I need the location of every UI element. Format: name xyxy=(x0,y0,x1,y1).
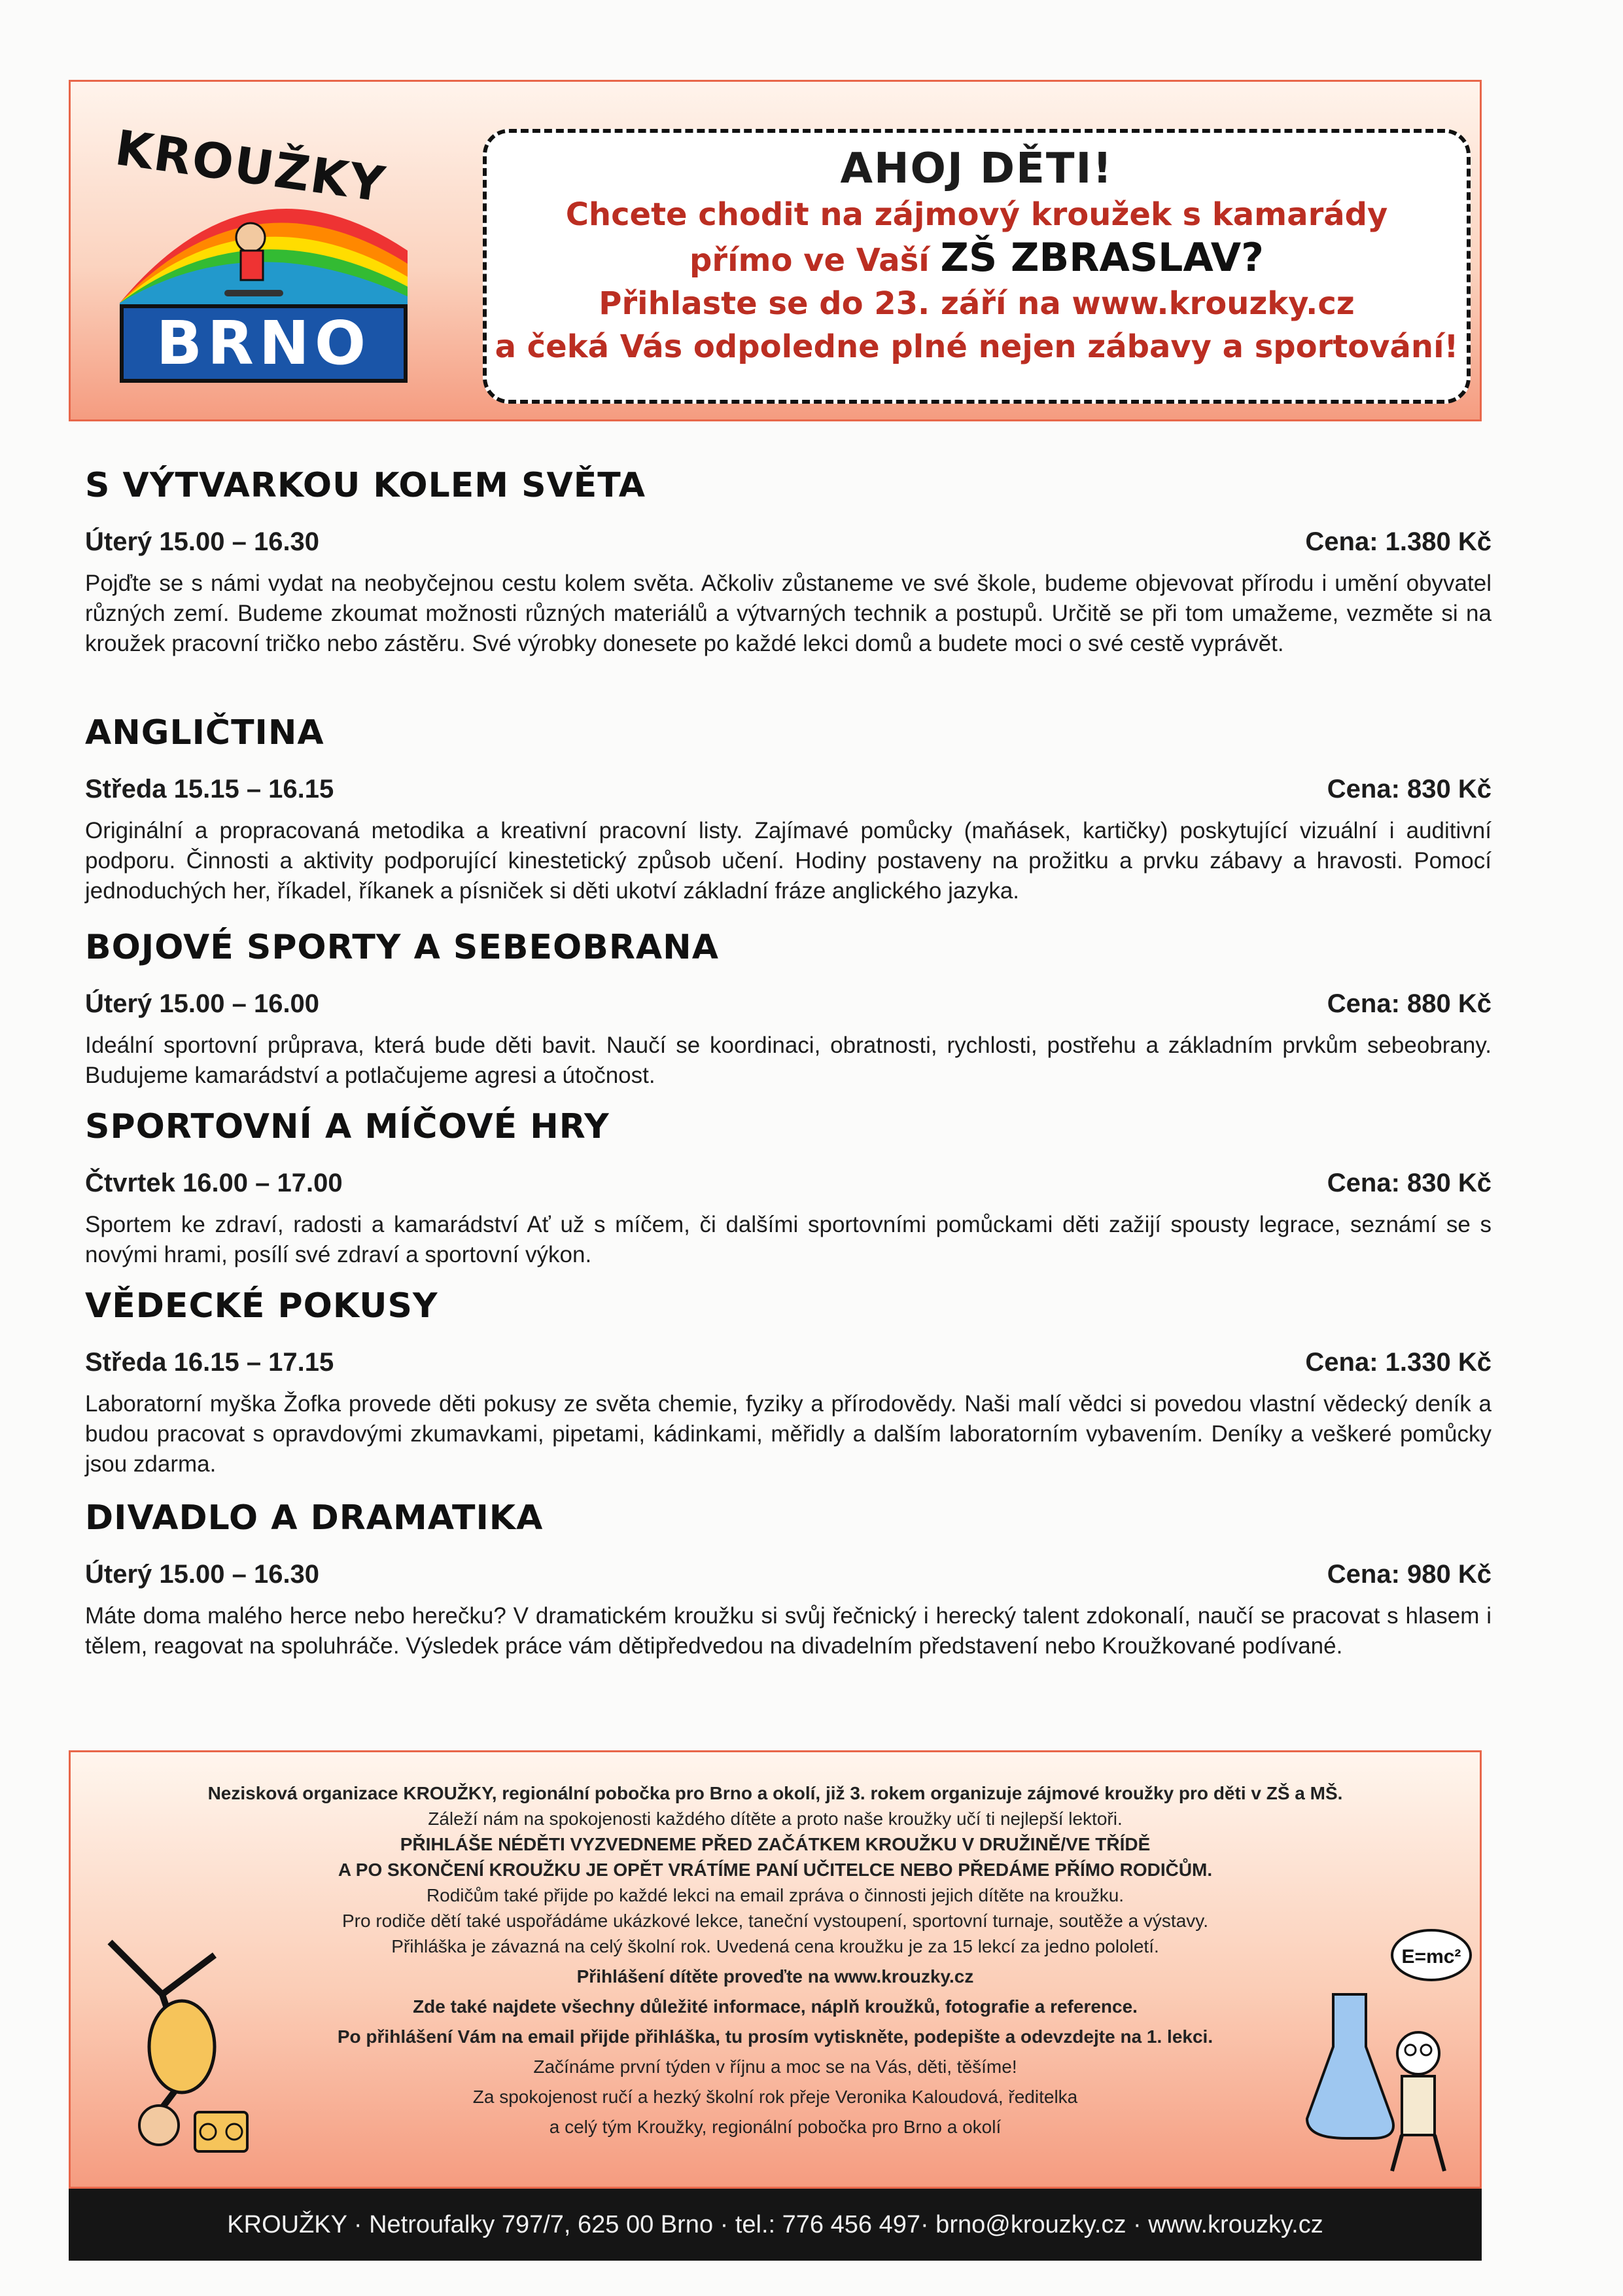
course-price: Cena: 980 Kč xyxy=(1327,1560,1492,1589)
info-line: Po přihlášení Vám na email přijde přihláška, tu prosím vytiskněte, podepište a odevzdejte na 1. lekci. xyxy=(337,2026,1213,2047)
course-title: DIVADLO A DRAMATIKA xyxy=(85,1498,544,1538)
course-description: Sportem ke zdraví, radosti a kamarádství Ať už s míčem, či dalšími sportovními pomůckami děti zažijí spousty legrace, seznámí se s novými hrami, posílí své zdraví a sportovní výkon. xyxy=(85,1212,1492,1267)
greeting: AHOJ DĚTI! xyxy=(840,145,1113,193)
info-box xyxy=(69,1750,1482,2189)
info-line: Pro rodiče dětí také uspořádáme ukázkové lekce, taneční vystoupení, sportovní turnaje, soutěže a výstavy. xyxy=(342,1911,1208,1931)
course-title: VĚDECKÉ POKUSY xyxy=(85,1286,438,1326)
course-meta xyxy=(85,527,1492,557)
course-section xyxy=(85,466,1492,659)
course-price: Cena: 830 Kč xyxy=(1327,775,1492,804)
info-line: Nezisková organizace KROUŽKY, regionální pobočka pro Brno a okolí, již 3. rokem organizuje zájmové kroužky pro děti v ZŠ a MŠ. xyxy=(207,1783,1343,1803)
course-time: Středa 16.15 – 17.15 xyxy=(85,1348,334,1377)
course-section xyxy=(85,928,1492,1091)
info-line: Přihláška je závazná na celý školní rok. Uvedená cena kroužku je za 15 lekcí za jedno pololetí. xyxy=(391,1936,1159,1956)
logo-city: BRNO xyxy=(120,304,408,383)
course-time: Úterý 15.00 – 16.30 xyxy=(85,527,320,556)
course-meta xyxy=(85,775,1492,804)
course-section xyxy=(85,1498,1492,1661)
info-line: Záleží nám na spokojenosti každého dítěte a proto naše kroužky učí ti nejlepší lektoři. xyxy=(428,1809,1123,1829)
course-title: ANGLIČTINA xyxy=(85,713,324,752)
info-line: Přihlášení dítěte proveďte na www.krouzky.cz xyxy=(576,1966,974,1987)
course-section xyxy=(85,1286,1492,1479)
school-name: ZŠ ZBRASLAV? xyxy=(940,235,1264,281)
scientist-icon xyxy=(1294,1916,1477,2178)
course-meta xyxy=(85,1560,1492,1589)
course-section xyxy=(85,713,1492,906)
thought-bubble: E=mc² xyxy=(1401,1946,1461,1968)
info-line: PŘIHLÁŠE NÉDĚTI VYZVEDNEME PŘED ZAČÁTKEM KROUŽKU V DRUŽINĚ/VE TŘÍDĚ xyxy=(400,1834,1151,1854)
course-section xyxy=(85,1107,1492,1270)
course-meta xyxy=(85,1169,1492,1198)
info-line: Za spokojenost ručí a hezký školní rok přeje Veronika Kaloudová, ředitelka xyxy=(472,2087,1078,2107)
info-line: Rodičům také přijde po každé lekci na email zpráva o činnosti jejich dítěte na kroužku. xyxy=(426,1885,1125,1905)
course-title: BOJOVÉ SPORTY A SEBEOBRANA xyxy=(85,928,719,967)
info-line: a celý tým Kroužky, regionální pobočka pro Brno a okolí xyxy=(549,2117,1002,2137)
course-time: Čtvrtek 16.00 – 17.00 xyxy=(85,1169,343,1197)
course-title: S VÝTVARKOU KOLEM SVĚTA xyxy=(85,466,646,505)
course-price: Cena: 1.330 Kč xyxy=(1305,1348,1492,1377)
invitation-callout xyxy=(483,129,1471,404)
course-description: Originální a propracovaná metodika a kreativní pracovní listy. Zajímavé pomůcky (maňásek, kartičky) poskytující vizuální i auditivní podporu. Činnosti a aktivity podporující kinestetický způsob učení. Hodiny postaveny na prožitku a prvku zábavy a hravosti. Pomocí jednoduchých her, říkadel, říkanek a písniček si děti ukotví základní fráze anglického jazyka. xyxy=(85,818,1492,904)
course-description: Máte doma malého herce nebo herečku? V dramatickém kroužku si svůj řečnický i herecký talent zdokonalí, naučí se pracovat s hlasem i tělem, reagovat na spoluhráče. Výsledek práce vám dětipředvedou na divadelním představení nebo Kroužkované podívané. xyxy=(85,1603,1492,1659)
course-price: Cena: 1.380 Kč xyxy=(1305,527,1492,556)
course-description: Ideální sportovní průprava, která bude děti bavit. Naučí se koordinaci, obratnosti, rychlosti, postřehu a základním prvkům sebeobrany. Budujeme kamarádství a potlačujeme agresi a útočnost. xyxy=(85,1033,1492,1088)
logo-word: KROUŽKY xyxy=(112,120,389,214)
breakdancer-icon xyxy=(84,1916,254,2178)
callout-line-1: Chcete chodit na zájmový kroužek s kamarády xyxy=(565,196,1388,233)
callout-line-2 xyxy=(487,236,1467,282)
course-description: Laboratorní myška Žofka provede děti pokusy ze světa chemie, fyziky a přírodovědy. Naši malí vědci si povedou vlastní vědecký deník a budou pracovat s opravdovými zkumavkami, pipetami, kádinkami, měřidly a dalším laboratorním vybavením. Deníky a veškeré pomůcky jsou zdarma. xyxy=(85,1391,1492,1477)
course-description: Pojďte se s námi vydat na neobyčejnou cestu kolem světa. Ačkoliv zůstaneme ve své škole, budeme objevovat přírodu i umění obyvatel různých zemí. Budeme zkoumat možnosti různých materiálů a výtvarných technik a postupů. Určitě se při tom umažeme, vezměte si na kroužek pracovní tričko nebo zástěru. Své výrobky donesete po každé lekci domů a budete moci o své cestě vyprávět. xyxy=(85,571,1492,656)
course-price: Cena: 880 Kč xyxy=(1327,989,1492,1018)
course-time: Úterý 15.00 – 16.00 xyxy=(85,989,320,1018)
callout-line-2-text: přímo ve Vaší xyxy=(689,242,930,279)
info-line: Zde také najdete všechny důležité informace, náplň kroužků, fotografie a reference. xyxy=(413,1996,1138,2017)
course-price: Cena: 830 Kč xyxy=(1327,1169,1492,1197)
course-meta xyxy=(85,989,1492,1019)
callout-line-4: a čeká Vás odpoledne plné nejen zábavy a sportování! xyxy=(495,328,1459,365)
callout-line-3: Přihlaste se do 23. září na www.krouzky.cz xyxy=(599,285,1355,322)
info-line: Začínáme první týden v říjnu a moc se na Vás, děti, těšíme! xyxy=(533,2057,1017,2077)
contact-bar: KROUŽKY · Netroufalky 797/7, 625 00 Brno · tel.: 776 456 497· brno@krouzky.cz · www.krouzky.cz xyxy=(69,2189,1482,2261)
course-time: Úterý 15.00 – 16.30 xyxy=(85,1560,320,1589)
course-title: SPORTOVNÍ A MÍČOVÉ HRY xyxy=(85,1107,610,1146)
info-line: A PO SKONČENÍ KROUŽKU JE OPĚT VRÁTÍME PANÍ UČITELCE NEBO PŘEDÁME PŘÍMO RODIČŮM. xyxy=(338,1860,1213,1880)
course-time: Středa 15.15 – 16.15 xyxy=(85,775,334,804)
course-meta xyxy=(85,1348,1492,1377)
krouzky-logo xyxy=(112,120,408,388)
header-banner xyxy=(69,80,1482,421)
info-lines xyxy=(71,1778,1480,2142)
